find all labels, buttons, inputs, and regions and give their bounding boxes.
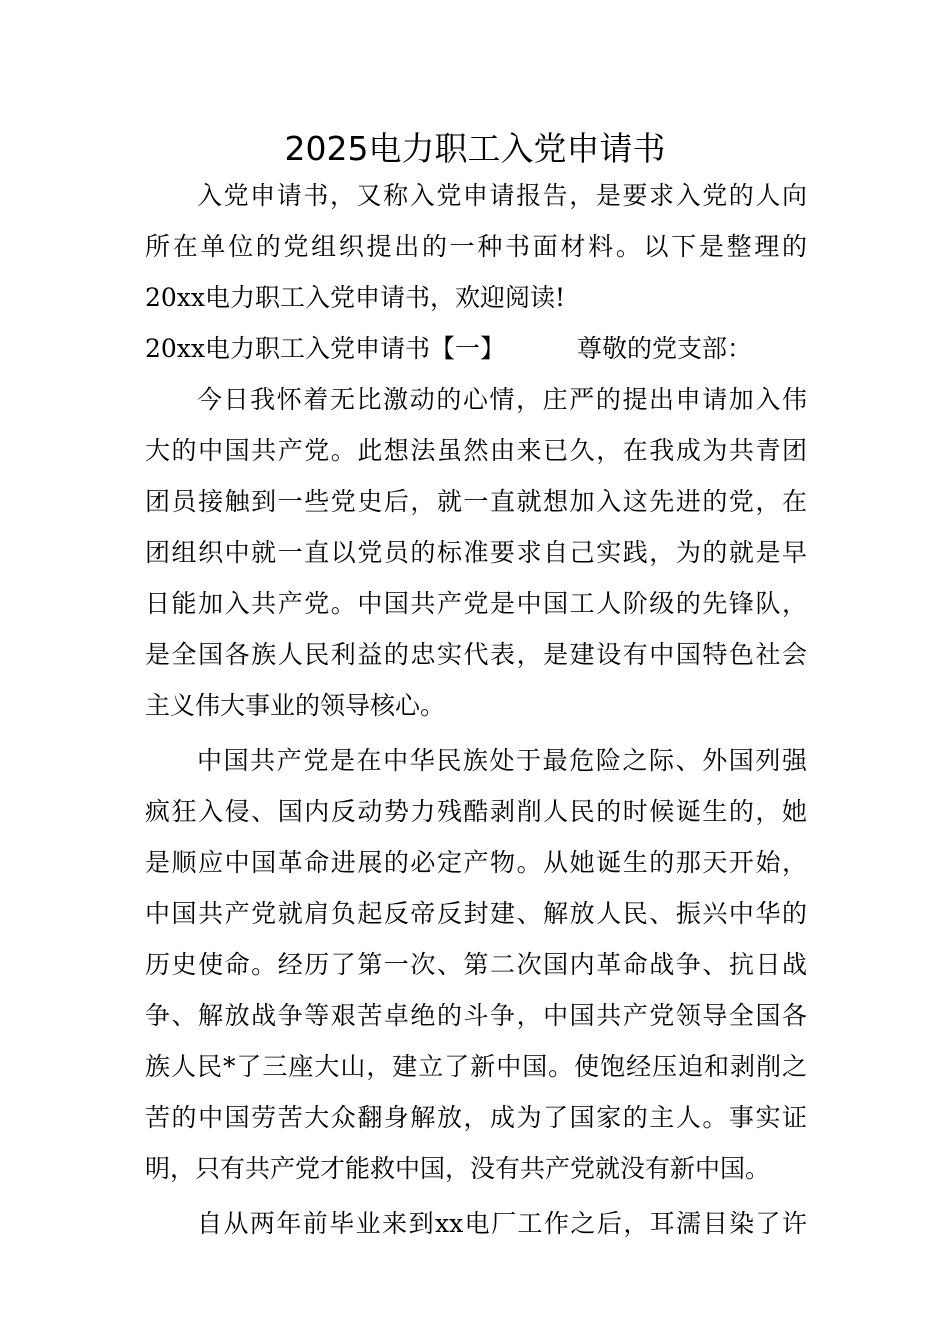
paragraph-line: 是全国各族人民利益的忠实代表，是建设有中国特色社会 (145, 640, 807, 669)
paragraph-line: 苦的中国劳苦大众翻身解放，成为了国家的主人。事实证 (145, 1103, 807, 1132)
document-body (145, 170, 807, 1249)
paragraph-line: 族人民*了三座大山，建立了新中国。使饱经压迫和剥削之 (145, 1052, 807, 1081)
paragraph-line: 中国共产党就肩负起反帝反封建、解放人民、振兴中华的 (145, 899, 807, 928)
intro-line: 入党申请书，又称入党申请报告，是要求入党的人向 (197, 181, 807, 210)
paragraph-line: 明，只有共产党才能救中国，没有共产党就没有新中国。 (145, 1154, 771, 1183)
paragraph-line: 主义伟大事业的领导核心。 (145, 691, 446, 720)
paragraph-line: 团员接触到一些党史后，就一直就想加入这先进的党，在 (145, 487, 807, 516)
body-paragraph-2 (145, 735, 807, 1194)
paragraph-line: 今日我怀着无比激动的心情，庄严的提出申请加入伟 (197, 385, 807, 414)
body-paragraph-1 (145, 374, 807, 731)
paragraph-line: 是顺应中国革命进展的必定产物。从她诞生的那天开始， (145, 848, 807, 877)
paragraph-line: 团组织中就一直以党员的标准要求自己实践，为的就是早 (145, 538, 807, 567)
intro-line: 所在单位的党组织提出的一种书面材料。以下是整理的 (145, 232, 807, 261)
paragraph-line: 争、解放战争等艰苦卓绝的斗争，中国共产党领导全国各 (145, 1001, 807, 1030)
body-paragraph-3 (145, 1198, 807, 1249)
paragraph-line: 大的中国共产党。此想法虽然由来已久，在我成为共青团 (145, 436, 807, 465)
salutation: 尊敬的党支部： (577, 334, 753, 363)
paragraph-line: 历史使命。经历了第一次、第二次国内革命战争、抗日战 (145, 950, 807, 979)
intro-line: 20xx电力职工入党申请书，欢迎阅读! (145, 283, 566, 312)
paragraph-line: 疯狂入侵、国内反动势力残酷剥削人民的时候诞生的，她 (145, 797, 807, 826)
intro-paragraph (145, 170, 807, 323)
section-heading: 20xx电力职工入党申请书【一】 (145, 334, 506, 363)
paragraph-line: 自从两年前毕业来到xx电厂工作之后，耳濡目染了许 (197, 1209, 807, 1238)
section-heading-row (145, 323, 807, 374)
paragraph-line: 日能加入共产党。中国共产党是中国工人阶级的先锋队， (145, 589, 807, 618)
paragraph-line: 中国共产党是在中华民族处于最危险之际、外国列强 (197, 746, 807, 775)
document-title: 2025电力职工入党申请书 (284, 129, 666, 168)
